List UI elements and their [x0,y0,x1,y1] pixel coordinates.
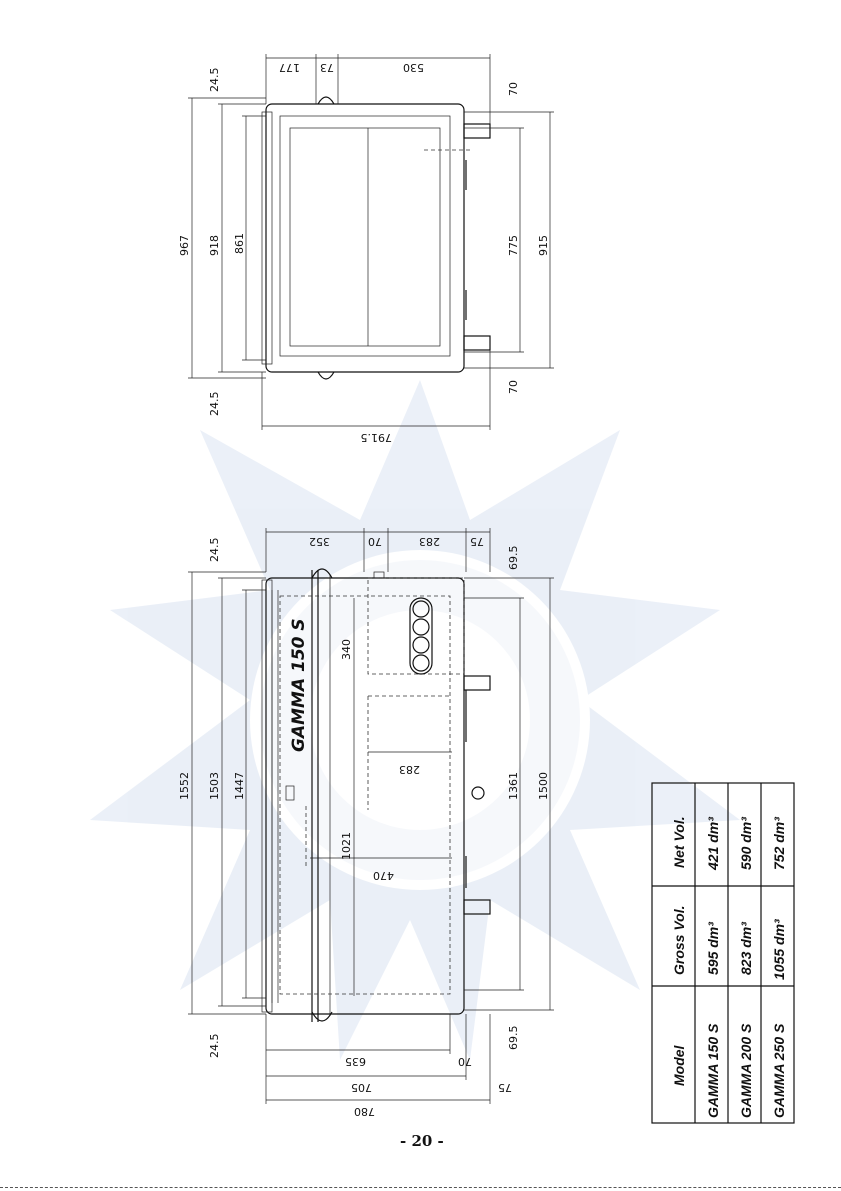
table-cell-250-net: 752 dm³ [771,817,787,870]
table-cell-200-model: GAMMA 200 S [738,1023,754,1118]
end-pipe-1 [464,124,490,138]
dim-1500: 1500 [537,772,550,800]
dim-780: 780 [354,1105,375,1118]
dim-861: 861 [233,233,246,254]
dim-967: 967 [178,235,191,256]
dim-705: 705 [351,1081,372,1094]
table-cell-250-model: GAMMA 250 S [771,1023,787,1118]
end-view [178,54,554,444]
dim-1552: 1552 [178,772,191,800]
dim-75-bottom: 75 [498,1081,512,1094]
end-dim-70-top: 70 [507,82,520,96]
end-insulation [280,116,450,356]
end-inner-tank [290,128,440,346]
table-cell-150-gross: 595 dm³ [705,922,721,975]
dim-24-5-top: 24.5 [208,537,221,562]
dim-283-inner: 283 [399,763,420,776]
volume-table [652,783,794,1123]
dim-340: 340 [340,639,353,660]
page-number: - 20 - [400,1132,444,1150]
dim-177: 177 [279,61,300,74]
dim-70-top: 70 [368,535,382,548]
dim-24-5-bottom: 24.5 [208,1033,221,1058]
watermark-logo [90,380,740,1060]
dim-283-top: 283 [419,535,440,548]
dim-1361: 1361 [507,772,520,800]
dim-470: 470 [373,869,394,882]
table-cell-200-net: 590 dm³ [738,817,754,870]
end-pipe-2 [464,336,490,350]
table-header-model: Model [671,1045,687,1086]
dim-75-top: 75 [470,535,484,548]
dim-530: 530 [403,61,424,74]
dim-1447: 1447 [233,772,246,800]
dim-1021: 1021 [340,832,353,860]
dim-918: 918 [208,235,221,256]
table-header-gross-vol: Gross Vol. [671,905,687,975]
end-dim-24-5-bottom: 24.5 [208,391,221,416]
dim-775: 775 [507,235,520,256]
dim-915: 915 [537,235,550,256]
dim-70-bottom: 70 [458,1055,472,1068]
table-cell-150-model: GAMMA 150 S [705,1023,721,1118]
dim-1503: 1503 [208,772,221,800]
table-cell-150-net: 421 dm³ [705,817,721,870]
dim-352: 352 [309,535,330,548]
dim-635: 635 [345,1055,366,1068]
table-cell-200-gross: 823 dm³ [738,922,754,975]
end-tank-outline [266,104,464,372]
dim-73: 73 [320,61,334,74]
table-header-net-vol: Net Vol. [671,816,687,868]
model-label: GAMMA 150 S [289,618,309,752]
end-dim-24-5-top: 24.5 [208,67,221,92]
dim-791-5: 791.5 [360,431,392,444]
dim-69-5-bottom: 69.5 [507,1025,520,1050]
page-bottom-rule [0,1187,841,1188]
table-cell-250-gross: 1055 dm³ [771,919,787,980]
dim-69-5-top: 69.5 [507,545,520,570]
end-dim-70-bottom: 70 [507,380,520,394]
